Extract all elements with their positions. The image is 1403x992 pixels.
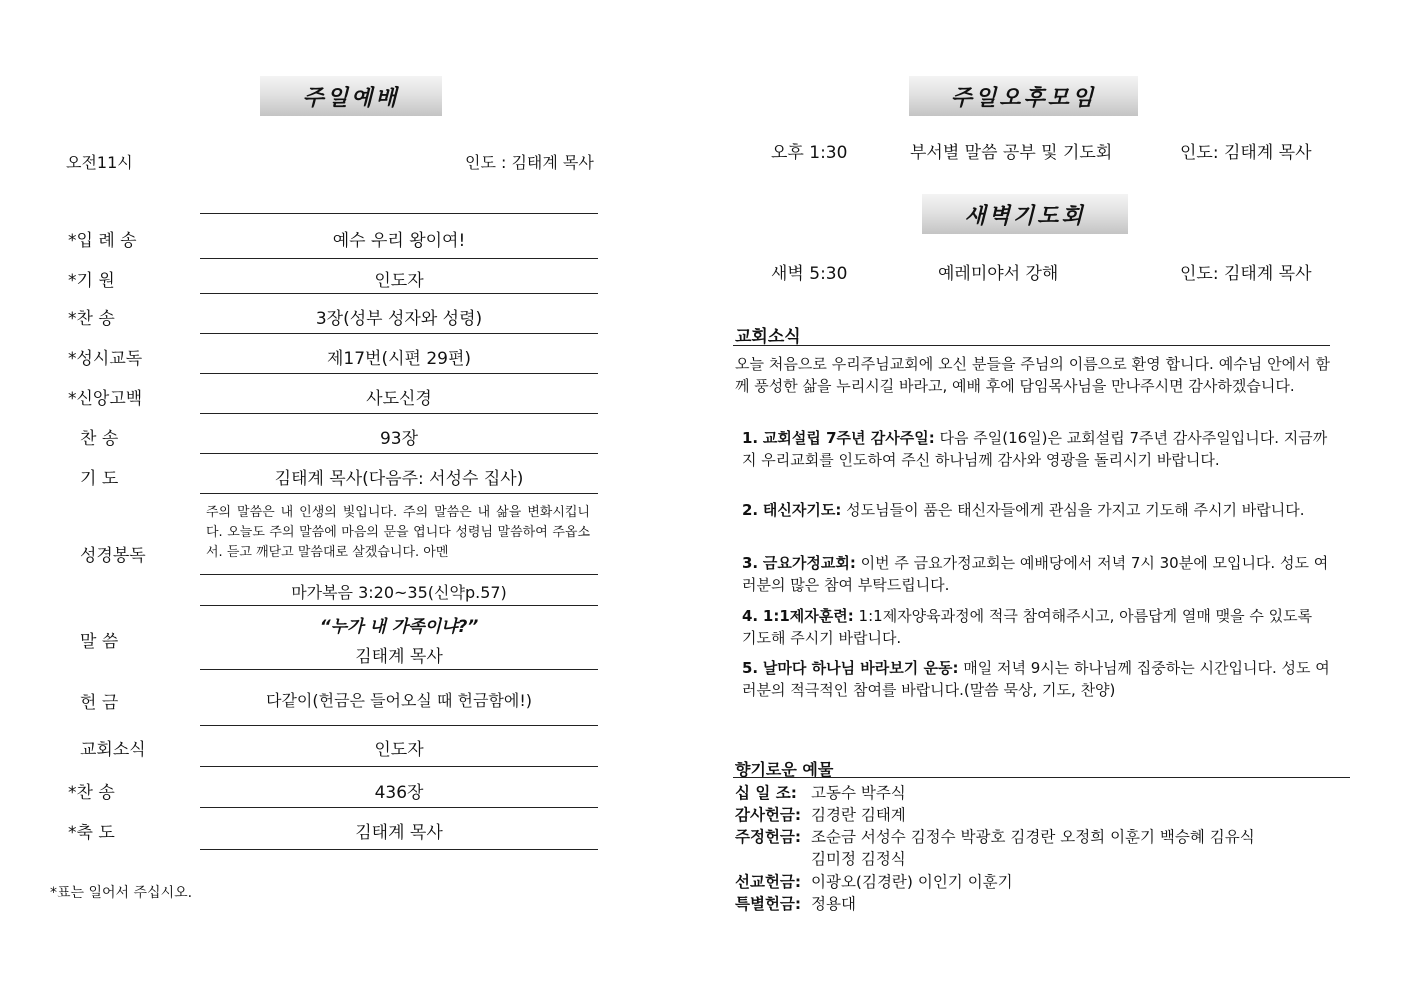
news-item [742,499,1330,521]
order-label: *찬 송 [68,783,115,803]
news-item [742,605,1330,649]
news-item-title: 태신자기도: [762,501,842,519]
order-label: 찬 송 [80,429,119,449]
order-label: 기 도 [80,469,119,489]
news-item-num: 3. [742,554,759,572]
news-item [742,657,1330,701]
afternoon-leader: 인도: 김태계 목사 [1180,143,1312,163]
offering-names: 고동수 박주식 [811,784,906,802]
news-item-text: 다음 주일(16일)은 교회설립 7주년 감사주일입니다. 지금까지 우리교회를 인도하여 주신 하나님께 감사와 영광을 돌리시기 바랍니다. [742,429,1328,469]
order-content: 436장 [374,783,424,803]
order-content: 93장 [379,429,419,449]
offering-names: 조순금 서성수 김정수 박광호 김경란 오정희 이훈기 백승혜 김유식 [811,828,1255,846]
offering-names: 김경란 김태계 [811,806,906,824]
news-item-text: 이번 주 금요가정교회는 예배당에서 저녁 7시 30분에 모입니다. 성도 여러분의 많은 참여 부탁드립니다. [742,554,1329,594]
news-item [742,427,1330,471]
order-label: *기 원 [68,271,115,291]
order-label: *신앙고백 [68,389,143,409]
offering-row [735,871,1013,893]
sermon-title: “누가 내 가족이냐?” [319,617,479,637]
news-heading: 교회소식 [735,327,801,347]
worship-title: 주일예배 [260,76,442,116]
news-item-num: 2. [742,501,759,519]
offering-label: 주정헌금: [735,828,802,846]
order-content: 인도자 [374,271,424,291]
order-content: 3장(성부 성자와 성령) [315,309,483,329]
order-label: *축 도 [68,823,115,843]
scripture-reference: 마가복음 3:20~35(신약p.57) [291,583,507,602]
order-content: 인도자 [374,740,424,760]
dawn-leader: 인도: 김태계 목사 [1180,264,1312,284]
sermon-preacher: 김태계 목사 [355,647,443,667]
worship-time: 오전11시 [66,153,133,172]
afternoon-desc: 부서별 말씀 공부 및 기도회 [910,143,1113,163]
offering-label: 선교헌금: [735,873,802,891]
order-content: 사도신경 [366,389,432,409]
offerings-heading: 향기로운 예물 [735,760,834,779]
afternoon-time: 오후 1:30 [771,143,848,163]
dawn-desc: 예레미야서 강해 [938,264,1059,284]
offering-row [735,893,856,915]
news-item-title: 교회설립 7주년 감사주일: [762,429,935,447]
dawn-time: 새벽 5:30 [771,264,848,284]
order-label: 헌 금 [80,693,119,713]
news-item-num: 1. [742,429,759,447]
offering-label: 십 일 조: [735,784,797,802]
news-item-text: 성도님들이 품은 태신자들에게 관심을 가지고 기도해 주시기 바랍니다. [846,501,1305,519]
offering-label: 특별헌금: [735,895,802,913]
news-item-num: 4. [742,607,759,625]
order-label: 말 씀 [80,632,119,652]
order-label: *찬 송 [68,309,115,329]
news-item-title: 날마다 하나님 바라보기 운동: [762,659,959,677]
news-item-text: 매일 저녁 9시는 하나님께 집중하는 시간입니다. 성도 여러분의 적극적인 참여를 바랍니다.(말씀 묵상, 기도, 찬양) [742,659,1330,699]
offering-names: 이광오(김경란) 이인기 이훈기 [811,873,1013,891]
order-content: 예수 우리 왕이여! [332,231,466,251]
order-content: 김태계 목사 [355,823,443,843]
offering-row [735,826,1255,848]
offering-row [735,804,906,826]
order-label: *성시교독 [68,349,143,369]
offering-label: 감사헌금: [735,806,802,824]
offering-names: 김미정 김정식 [811,850,906,868]
news-item-title: 금요가정교회: [762,554,856,572]
order-content: 다같이(헌금은 들어오실 때 헌금함에!) [266,691,532,710]
afternoon-title: 주일오후모임 [909,76,1138,116]
news-item-title: 1:1제자훈련: [762,607,854,625]
scripture-prayer: 주의 말씀은 내 인생의 빛입니다. 주의 말씀은 내 삶을 변화시킵니다. 오늘도 주의 말씀에 마음의 문을 엽니다 성령님 말씀하여 주옵소서. 듣고 깨닫고 말씀대로 살겠습니다. 아멘 [206,505,590,560]
order-label: 교회소식 [80,740,146,760]
order-content: 김태계 목사(다음주: 서성수 집사) [274,469,524,489]
order-content: 제17번(시편 29편) [326,349,472,369]
dawn-title: 새벽기도회 [922,194,1128,234]
order-label: 성경봉독 [80,546,146,566]
offering-names: 정용대 [811,895,856,913]
offering-row-continued [811,848,906,870]
news-item-num: 5. [742,659,759,677]
news-item-text: 1:1제자양육과정에 적극 참여해주시고, 아름답게 열매 맺을 수 있도록 기도해 주시기 바랍니다. [742,607,1313,647]
order-label: *입 례 송 [68,231,137,251]
standing-footnote: *표는 일어서 주십시오. [50,885,193,901]
worship-leader: 인도 : 김태계 목사 [465,153,594,172]
news-intro: 오늘 처음으로 우리주님교회에 오신 분들을 주님의 이름으로 환영 합니다. 예수님 안에서 함께 풍성한 삶을 누리시길 바라고, 예배 후에 담임목사님을 만나주시면 감사하겠습니다. [735,355,1330,395]
news-item [742,552,1330,596]
offering-row [735,782,906,804]
